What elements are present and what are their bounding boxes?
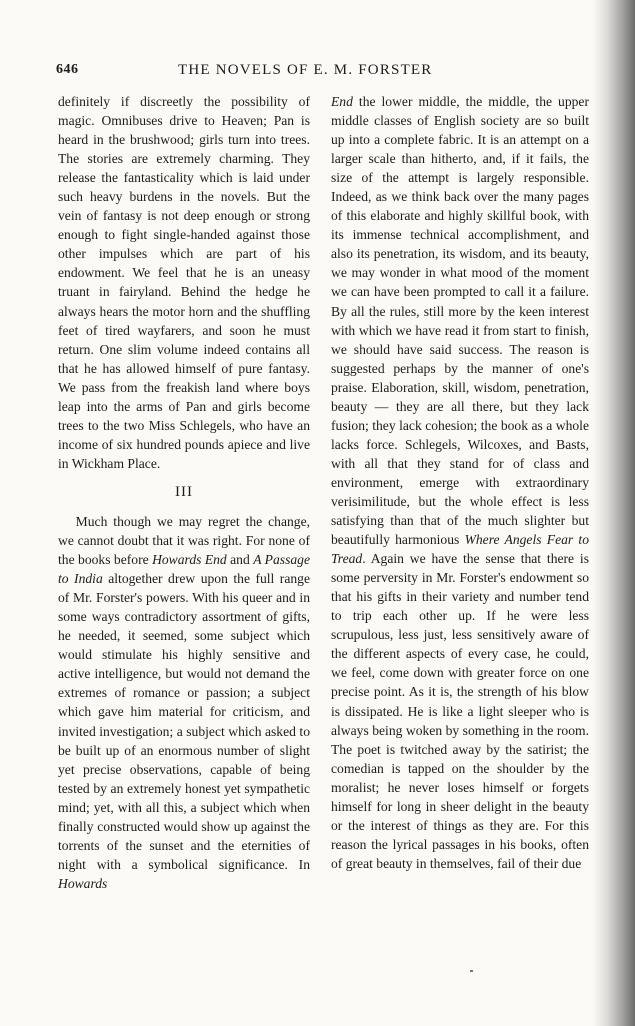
running-title: THE NOVELS OF E. M. FORSTER [178, 62, 433, 78]
section-heading: III [175, 483, 193, 500]
book-title: Howards End [152, 552, 227, 568]
book-title: End [331, 94, 353, 109]
page-number: 646 [56, 62, 79, 77]
right-column [331, 92, 589, 873]
paragraph-text: altogether drew upon the full range of Mr. Forster's powers. With his queer and in some ways contradictory assortment of gifts, he needed, it seemed, some subject which would stimulate his highly sensitive and active intelligence, but would not demand the extremes of romance or passion; a subject which gave him material for criticism, and invited investigation; a subject which asked to be built up of an enormous number of slight yet precise observations, capable of being tested by an extremely honest yet sympathetic mind; yet, with all this, a subject which when finally constructed would show up against the torrents of the sunset and the eternities of night with a symbolical significance. In [58, 571, 310, 872]
paragraph-continued [331, 92, 589, 873]
paragraph-continued: definitely if discreetly the possibility of magic. Omnibuses drive to Heaven; Pan is heard in the brushwood; girls turn into trees. The stories are extremely charming. They release the fantasticality which is laid under such heavy burdens in the novels. But the vein of fantasy is not deep enough or strong enough to fight single-handed against those other impulses which are part of his endowment. We feel that he is an uneasy truant in fairyland. Behind the hedge he always hears the motor horn and the shuffling feet of tired wayfarers, and soon he must return. One slim volume indeed contains all that he has allowed himself of pure fantasy. We pass from the freakish land where boys leap into the arms of Pan and girls become trees to the two Miss Schlegels, who have an income of six hundred pounds apiece and live in Wickham Place. [58, 94, 310, 471]
paragraph-text: and [226, 552, 254, 568]
paragraph-text: Much though we may regret the change, we cannot doubt that it was right. For none of the books before [58, 513, 310, 568]
book-spine-shadow [593, 0, 635, 1026]
paragraph-section-three [58, 512, 310, 893]
book-title: A Passage to India [58, 552, 310, 587]
left-column [58, 92, 310, 893]
print-speck [470, 970, 473, 972]
page-header [56, 62, 586, 82]
paragraph-text: the lower middle, the middle, the upper middle classes of English society are so built up into a complete fabric. It is an attempt on a larger scale than hitherto, and, if it fails, the size of the attempt is largely responsible. Indeed, as we think back over the many pages of this elaborate and highly skillful book, with its immense technical accomplishment, and also its penetration, its wisdom, and its beauty, we may wonder in what mood of the moment we can have been prompted to call it a failure. By all the rules, still more by the keen interest with which we have read it from start to finish, we should have said success. The reason is suggested perhaps by the manner of one's praise. Elaboration, skill, wisdom, penetration, beauty — they are all there, but they lack fusion; they lack cohesion; the book as a whole lacks force. Schlegels, Wilcoxes, and Basts, with all that they stand for of class and environment, emerge with extraordinary verisimilitude, but the whole effect is less satisfying than that of the much slighter but beautifully harmonious [331, 94, 589, 548]
book-title: Where Angels Fear to Tread [331, 532, 590, 567]
paragraph-text: . Again we have the sense that there is some perversity in Mr. Forster's endowment so that his gifts in their variety and number tend to trip each other up. If he were less scrupulous, less just, less sensitively aware of the different aspects of every case, he could, we feel, come down with greater force on one precise point. As it is, the strength of his blow is dissipated. He is like a light sleeper who is always being woken by something in the room. The poet is twitched away by the satirist; the comedian is tapped on the shoulder by the moralist; he never loses himself or forgets himself for long in sheer delight in the beauty or the interest of things as they are. For this reason the lyrical passages in his books, often of great beauty in themselves, fail of their due [331, 551, 589, 871]
book-title: Howards [58, 875, 108, 891]
